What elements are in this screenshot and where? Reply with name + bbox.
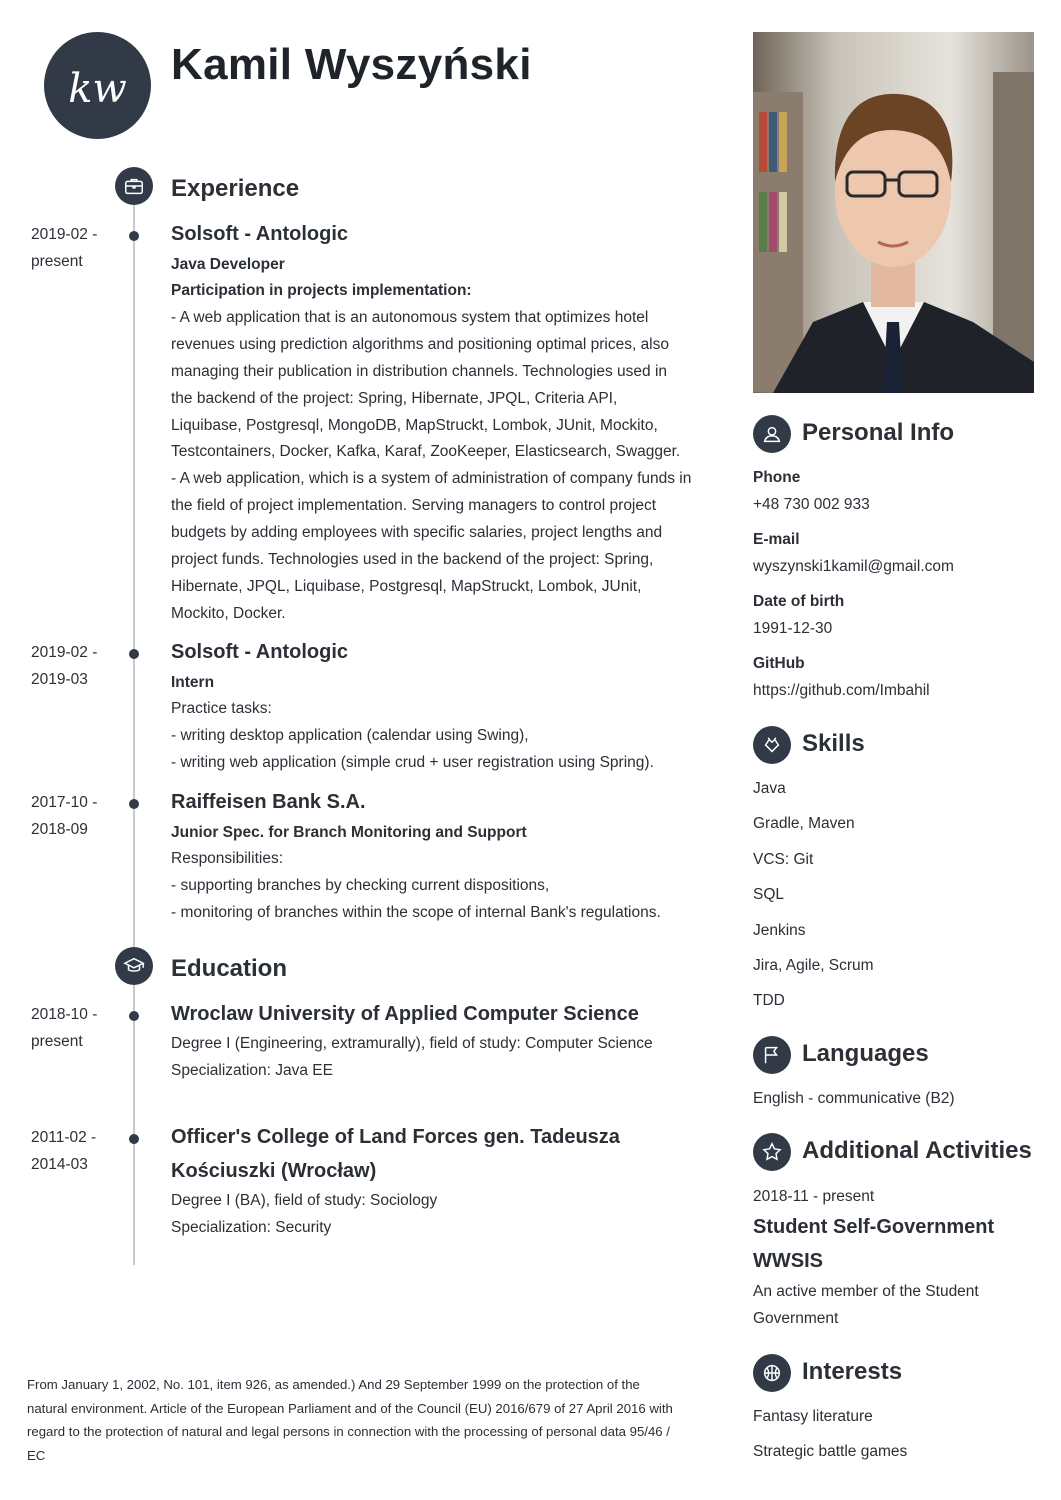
puzzle-icon [753, 726, 791, 764]
activity-name: WWSIS [753, 1250, 823, 1272]
school-name: Wroclaw University of Applied Computer Science [171, 1003, 639, 1025]
personal-info-title: Personal Info [802, 419, 955, 446]
phone-value: +48 730 002 933 [753, 496, 870, 513]
description-line: - monitoring of branches within the scope of internal Bank's regulations. [171, 903, 661, 921]
activities-title: Additional Activities [802, 1137, 1032, 1164]
star-icon [753, 1133, 791, 1171]
basketball-icon [753, 1354, 791, 1392]
job-role: Junior Spec. for Branch Monitoring and Support [171, 824, 527, 841]
description-line: Degree I (Engineering, extramurally), field of study: Computer Science [171, 1035, 653, 1052]
entry-date: 2019-02 - 2019-03 [31, 644, 98, 688]
user-icon [753, 415, 791, 453]
timeline-dot [129, 231, 139, 241]
company-name: Solsoft - Antologic [171, 223, 349, 245]
skill-item: Java [753, 780, 786, 797]
timeline-dot [129, 649, 139, 659]
description-line: Testcontainers, Docker, Kafka, Karaf, ZooKeeper, Elasticsearch, Swagger. [171, 443, 681, 461]
description-line: budgets by adding employees with specific salaries, project lengths and [171, 524, 663, 542]
description-line: Hibernate, JPQL, Liquibase, Postgresql, MapStruckt, Lombok, JUnit, [171, 577, 642, 595]
description-line: Practice tasks: [171, 700, 272, 717]
school-name: Kościuszki (Wrocław) [171, 1160, 377, 1182]
timeline-dot [129, 799, 139, 809]
activity-description: An active member of the Student [753, 1283, 979, 1300]
skill-item: TDD [753, 992, 785, 1010]
skill-item: Gradle, Maven [753, 815, 855, 833]
interest-item: Strategic battle games [753, 1443, 908, 1461]
description-line: Responsibilities: [171, 850, 283, 867]
entry-date: 2017-10 - 2018-09 [31, 794, 98, 838]
timeline-dot [129, 1134, 139, 1144]
description-line: managing their publication in distribution channels. Technologies used in [171, 362, 668, 380]
monogram-avatar [44, 32, 151, 139]
description-line: Degree I (BA), field of study: Sociology [171, 1192, 438, 1209]
skill-item: VCS: Git [753, 850, 814, 868]
description-line: Mockito, Docker. [171, 604, 286, 622]
interests-title: Interests [802, 1358, 903, 1385]
education-title: Education [171, 955, 288, 982]
description-line: - A web application that is an autonomous system that optimizes hotel [171, 308, 649, 326]
monogram-text: kw [68, 65, 127, 112]
dob-value: 1991-12-30 [753, 620, 833, 637]
github-label: GitHub [753, 655, 805, 672]
profile-photo [753, 32, 1034, 393]
description-line: project funds. Technologies used in the backend of the project: Spring, [171, 551, 654, 569]
graduation-cap-icon [115, 947, 153, 985]
description-line: revenues using prediction algorithms and positioning optimal prices, also [171, 335, 669, 353]
activity-description: Government [753, 1310, 839, 1327]
skill-item: Jenkins [753, 921, 806, 939]
github-link[interactable]: https://github.com/Imbahil [753, 682, 930, 699]
company-name: Raiffeisen Bank S.A. [171, 791, 366, 813]
description-line: - A web application, which is a system of administration of company funds in [171, 470, 692, 488]
job-role: Java Developer [171, 256, 285, 273]
description-line: Specialization: Security [171, 1218, 332, 1236]
description-line: - writing web application (simple crud + user registration using Spring). [171, 753, 654, 771]
school-name: Officer's College of Land Forces gen. Tadeusza [171, 1126, 620, 1148]
language-item: English - communicative (B2) [753, 1090, 955, 1107]
skill-item: Jira, Agile, Scrum [753, 957, 874, 975]
timeline-line [133, 205, 135, 1265]
description-line: the field of project implementation. Serving managers to control project [171, 497, 657, 515]
consent-clause: From January 1, 2002, No. 101, item 926, as amended.) And 29 September 1999 on the protection of the natural environment. Article of the European Parliament and of the Council (EU) 2016/679 of 27 April 2016 with regard to the protection of natural and legal persons in connection with the processing of personal data 95/46 / EC [27, 1377, 673, 1463]
timeline-dot [129, 1011, 139, 1021]
entry-date: 2011-02 - 2014-03 [31, 1129, 97, 1173]
description-line: Specialization: Java EE [171, 1061, 333, 1079]
activity-name: Student Self-Government [753, 1216, 995, 1238]
skills-title: Skills [802, 730, 865, 757]
description-line: - supporting branches by checking current dispositions, [171, 876, 550, 894]
entry-date: 2018-10 - present [31, 1006, 98, 1050]
email-value[interactable]: wyszynski1kamil@gmail.com [753, 558, 954, 575]
dob-label: Date of birth [753, 593, 845, 610]
flag-icon [753, 1036, 791, 1074]
company-name: Solsoft - Antologic [171, 641, 349, 663]
experience-title: Experience [171, 175, 300, 202]
languages-title: Languages [802, 1040, 929, 1067]
interest-item: Fantasy literature [753, 1408, 873, 1425]
description-line: - writing desktop application (calendar using Swing), [171, 726, 529, 744]
activity-date: 2018-11 - present [753, 1188, 875, 1205]
email-label: E-mail [753, 531, 800, 548]
description-line: the backend of the project: Spring, Hibernate, JPQL, Criteria API, [171, 389, 618, 407]
description-line: Liquibase, Postgresql, MongoDB, MapStruckt, Lombok, JUnit, Mockito, [171, 416, 658, 434]
skill-item: SQL [753, 886, 785, 904]
entry-date: 2019-02 - present [31, 226, 98, 270]
phone-label: Phone [753, 469, 801, 486]
candidate-name: Kamil Wyszyński [171, 40, 532, 89]
briefcase-icon [115, 167, 153, 205]
description-line: Participation in projects implementation: [171, 282, 472, 299]
job-role: Intern [171, 674, 215, 691]
